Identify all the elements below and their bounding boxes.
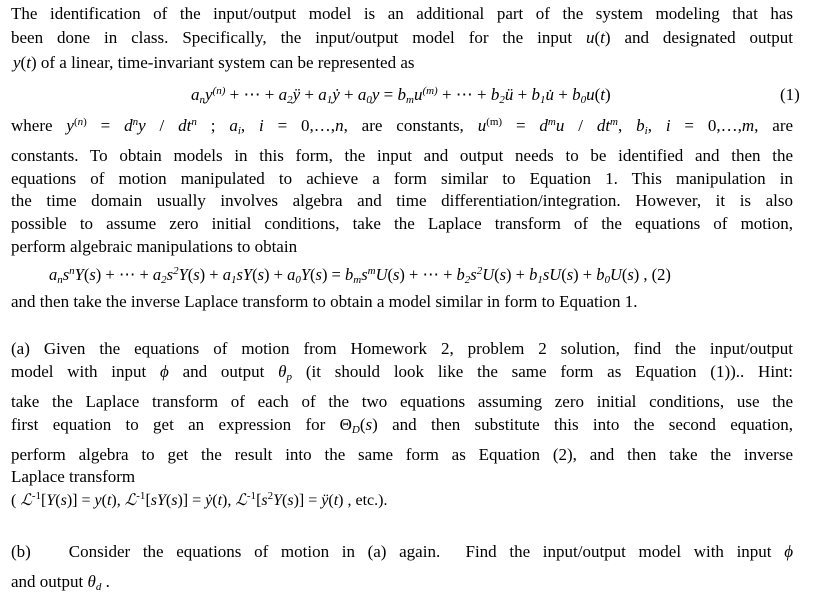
part-b-line-2: and output $\theta_d$ . bbox=[11, 572, 110, 593]
closing-line: and then take the inverse Laplace transform to obtain a model similar in form to Equation 1. bbox=[11, 292, 638, 311]
part-a-line-5: perform algebra to get the result into the same form as Equation (2), and then take the inverse bbox=[11, 445, 793, 464]
body-line-4: possible to assume zero initial conditions, take the Laplace transform of the equations of motion, bbox=[11, 214, 793, 233]
body-line-1: constants. To obtain models in this form, the input and output needs to be identified and then the bbox=[11, 146, 793, 165]
part-a-line-1: (a) Given the equations of motion from Homework 2, problem 2 solution, find the input/output bbox=[11, 339, 793, 358]
equation-1: $a_ny^{(n)}$ + ⋯ + $a_2ÿ$ + $a_1ẏ + a_0y = b_mu^{(m)}$ + ⋯ + $b_2ü$ + $b_1u̇ + b_0u(t)$ bbox=[191, 85, 611, 106]
equation-1-number: (1) bbox=[780, 85, 800, 104]
where-line: where $y^{(n)} = d^ny / dt^n$ ; $a_i$, i = 0,…,n, are constants, $u^{(m)} = d^mu / dt^m$, $b_i$, i = 0,…,m, are bbox=[11, 116, 794, 137]
part-a-line-4: first equation to get an expression for $\Theta_D(s)$ and then substitute this into the second equation, bbox=[11, 415, 794, 436]
body-line-2: equations of motion manipulated to achieve a form similar to Equation 1. This manipulation in bbox=[11, 169, 793, 188]
part-a-line-7: ( ℒ$^{-1}$[Y(s)] = y(t), ℒ$^{-1}$[sY(s)] = ẏ(t), $ℒ^{-1}[s^2Y(s)]$ = ÿ(t) , etc.). bbox=[11, 490, 388, 509]
intro-line-2: been done in class. Specifically, the input/output model for the input u(t) and designated output bbox=[11, 28, 793, 47]
part-b-line-1: (b) Consider the equations of motion in (a) again. Find the input/output model with input ϕ bbox=[11, 542, 793, 561]
intro-line-3: y(t) of a linear, time-invariant system can be represented as bbox=[13, 53, 415, 72]
body-line-5: perform algebraic manipulations to obtain bbox=[11, 237, 298, 256]
intro-line-1: The identification of the input/output model is an additional part of the system modeling that has bbox=[11, 4, 793, 23]
part-a-line-2: model with input ϕ and output $\theta_p$ (it should look like the same form as Equation (1)).. Hint: bbox=[11, 362, 793, 383]
part-a-line-3: take the Laplace transform of each of the two equations assuming zero initial conditions, use the bbox=[11, 392, 793, 411]
equation-2: $a_ns^nY(s)$ + ⋯ + $a_2s^2Y(s) + a_1sY(s) + a_0Y(s) = b_ms^mU(s)$ + ⋯ + $b_2s^2U(s) + b_1sU(s) + b_0U(s)$ , (2) bbox=[49, 265, 671, 286]
part-a-line-6: Laplace transform bbox=[11, 467, 136, 486]
body-line-3: the time domain usually involves algebra and time differentiation/integration. However, it is also bbox=[11, 191, 793, 210]
